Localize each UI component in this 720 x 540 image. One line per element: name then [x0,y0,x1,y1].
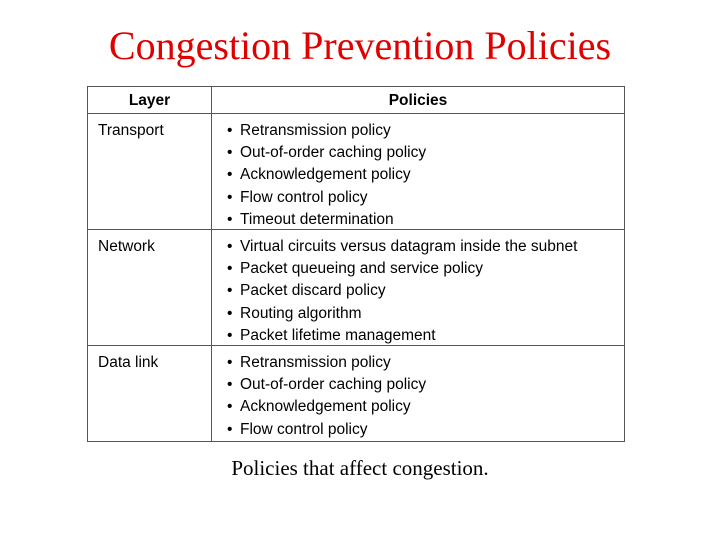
policy-item: • Packet lifetime management [227,326,436,344]
policy-item: • Out-of-order caching policy [227,376,427,394]
layer-name: Data link [98,354,159,371]
policies-table [87,86,625,442]
policy-item: • Timeout determination [227,210,394,228]
header-policies: Policies [388,92,448,109]
policy-list [227,352,426,441]
policy-item: • Retransmission policy [227,354,391,371]
policy-list [227,236,577,347]
table-row-data-link [88,346,624,442]
policy-item: • Routing algorithm [227,304,362,322]
layer-name: Transport [98,122,164,139]
layer-name: Network [98,238,155,255]
policy-item: • Flow control policy [227,420,368,438]
policy-list [227,120,426,231]
slide-title: Congestion Prevention Policies [108,23,612,68]
header-layer: Layer [128,92,171,109]
policy-item: • Flow control policy [227,188,368,206]
policy-item: • Virtual circuits versus datagram inside the subnet [227,238,578,255]
policy-item: • Acknowledgement policy [227,166,411,184]
figure-caption: Policies that affect congestion. [231,456,489,480]
table-header [88,87,624,114]
policy-item: • Packet queueing and service policy [227,260,483,278]
policy-item: • Retransmission policy [227,122,391,139]
table-row-transport [88,114,624,230]
table-row-network [88,230,624,346]
policy-item: • Packet discard policy [227,282,386,300]
policy-item: • Out-of-order caching policy [227,144,427,162]
policy-item: • Acknowledgement policy [227,398,411,416]
